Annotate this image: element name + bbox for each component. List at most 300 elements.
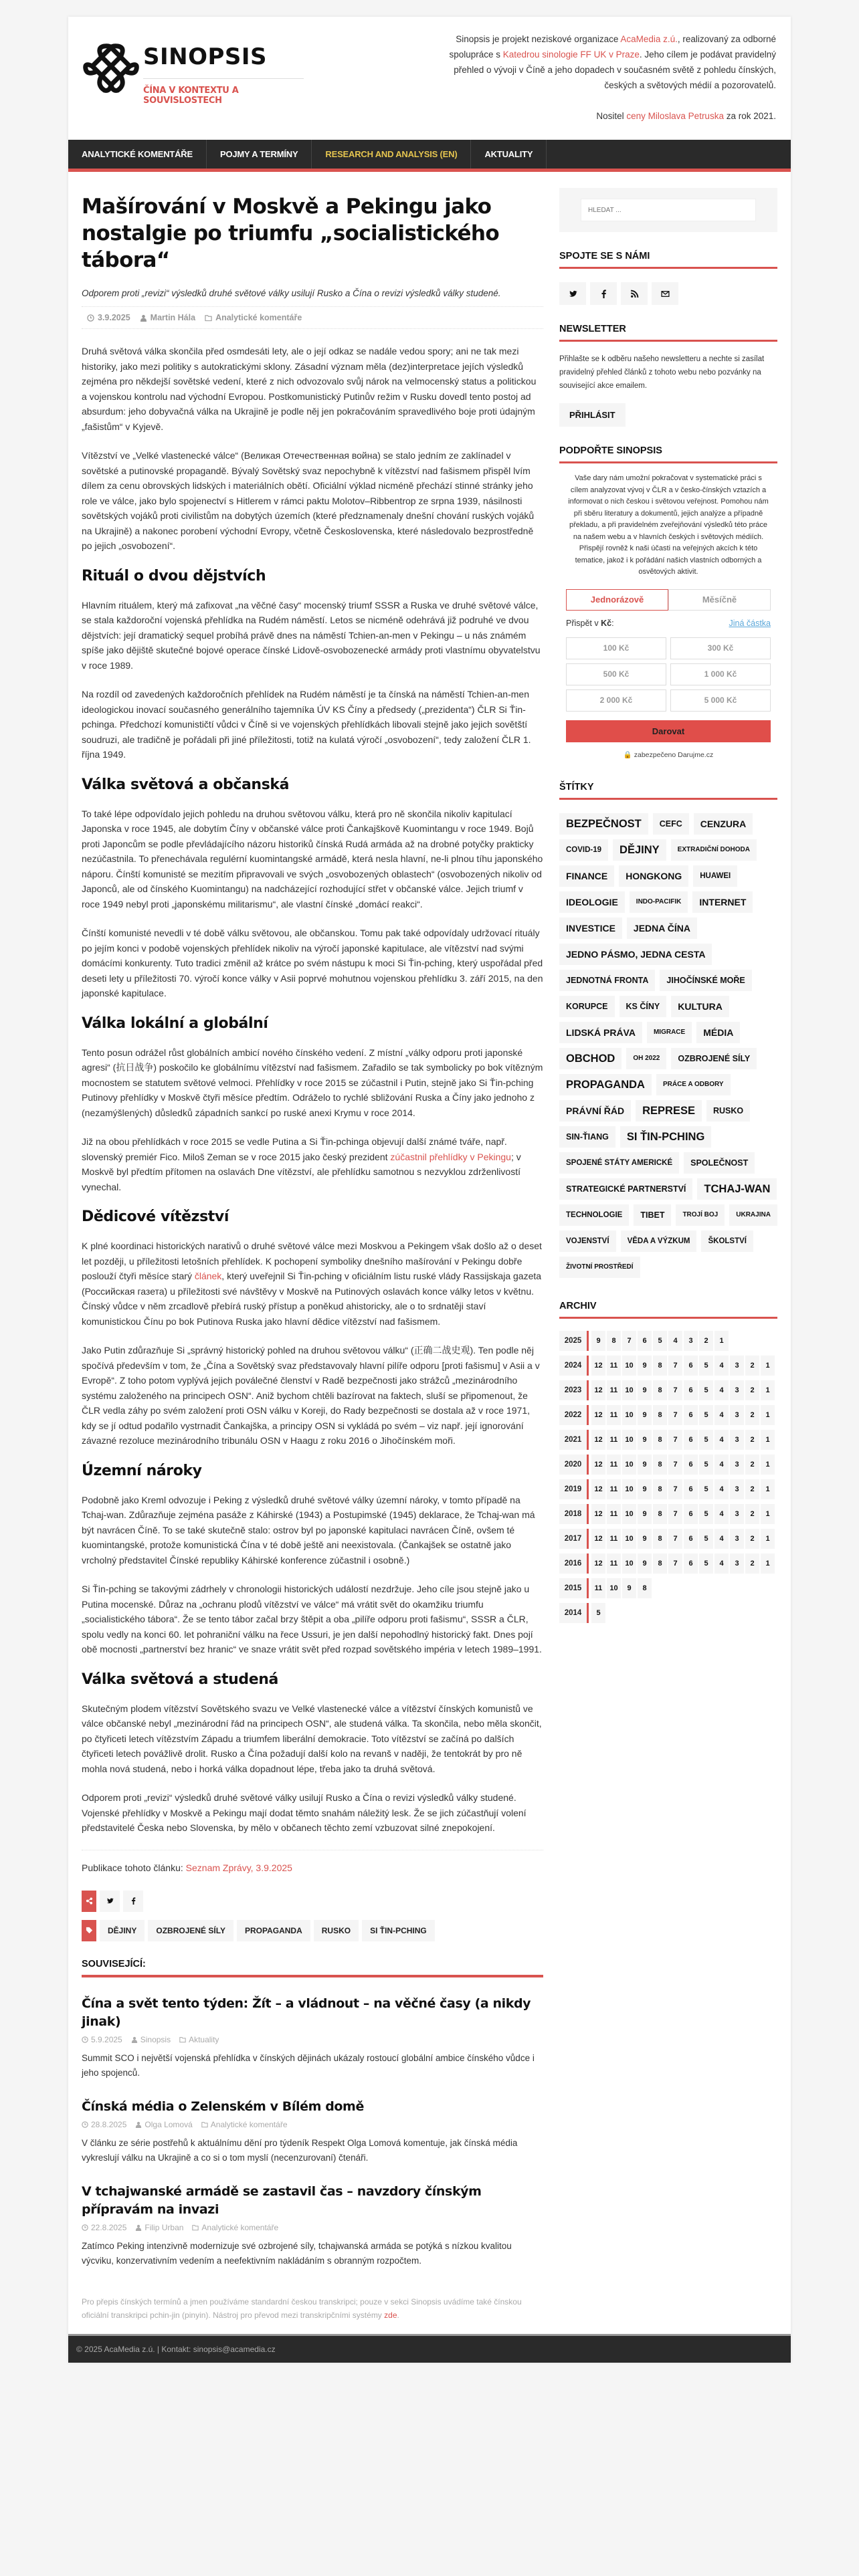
archive-month[interactable]: 11 bbox=[607, 1405, 621, 1425]
category-link[interactable]: Aktuality bbox=[189, 2034, 219, 2044]
related-title[interactable]: V tchajwanské armádě se zastavil čas – navzdory čínským přípravám na invazi bbox=[82, 2183, 482, 2217]
archive-month[interactable]: 3 bbox=[730, 1405, 744, 1425]
archive-month[interactable]: 10 bbox=[622, 1380, 636, 1400]
archive-month[interactable]: 5 bbox=[699, 1405, 713, 1425]
twitter-icon bbox=[106, 1897, 114, 1905]
archive-row bbox=[559, 1356, 777, 1376]
section-heading: Územní nároky bbox=[82, 1462, 202, 1479]
footer-text: © 2025 AcaMedia z.ú. | Kontakt: sinopsis@acamedia.cz bbox=[76, 2344, 276, 2354]
frequency-one-time[interactable]: Jednorázově bbox=[566, 589, 668, 611]
endless-knot-logo-icon[interactable] bbox=[82, 42, 140, 96]
archive-month[interactable]: 9 bbox=[638, 1405, 652, 1425]
archive-month[interactable]: 3 bbox=[730, 1356, 744, 1376]
related-author[interactable] bbox=[135, 2120, 192, 2129]
archive-month[interactable]: 4 bbox=[714, 1504, 729, 1524]
text-run: , který uveřejnil Si Ťin-pching v oficiálním listu ruské vlády Rassijskaja gazeta (Российская газета) u příležitosti své návštěvy v Moskvě na Putinových oslavách konce války letos v květnu. Čínský vůdce v něm zrcadlově přebírá ruský přístup a poněkud ahistoricky, ale o to srdnatěji staví komunistickou Čínu po bok Putinova Ruska jako hlavní dědice vítězství nad fašismem. bbox=[82, 1271, 542, 1327]
archive-month[interactable]: 8 bbox=[653, 1356, 667, 1376]
tag-cloud-item[interactable]: OH 2022 bbox=[626, 1048, 666, 1069]
intro-text bbox=[428, 31, 776, 93]
archive-month[interactable]: 6 bbox=[684, 1356, 698, 1376]
amount-option[interactable]: 500 Kč bbox=[566, 663, 666, 685]
tag-cloud-item[interactable]: RUSKO bbox=[706, 1100, 750, 1121]
related-author[interactable] bbox=[131, 2035, 171, 2044]
archive-month[interactable]: 1 bbox=[761, 1430, 775, 1450]
tag-cloud-item[interactable]: INVESTICE bbox=[559, 918, 622, 939]
archive-month[interactable]: 10 bbox=[622, 1430, 636, 1450]
archive-month[interactable]: 7 bbox=[668, 1356, 682, 1376]
archive-year[interactable]: 2016 bbox=[559, 1553, 589, 1574]
archive-month[interactable]: 4 bbox=[714, 1479, 729, 1499]
header-intro bbox=[428, 31, 776, 124]
archive-month[interactable]: 4 bbox=[714, 1553, 729, 1574]
archive-year[interactable]: 2014 bbox=[559, 1603, 589, 1623]
clock-icon bbox=[87, 314, 94, 322]
tag-cloud-item[interactable]: ŽIVOTNÍ PROSTŘEDÍ bbox=[559, 1257, 640, 1278]
post-tag[interactable]: SI ŤIN-PCHING bbox=[362, 1920, 435, 1941]
related-excerpt: Zatímco Peking intenzivně modernizuje své ozbrojené síly, tchajwanská armáda se potýká s nízkou kvalitou výcviku, konzervativním vedením a neefektivním nakládáním s obranným rozpočtem. bbox=[82, 2240, 512, 2266]
note-text: Pro přepis čínských termínů a jmen používáme standardní českou transkripci; pouze v sekci Sinopsis uvádíme také čínskou oficiální transkripci pchin-jin (pinyin). Nástroj pro převod mezi transkripčními systémy bbox=[82, 2296, 522, 2320]
tag-cloud-item[interactable]: SPOJENÉ STÁTY AMERICKÉ bbox=[559, 1152, 679, 1174]
folder-icon bbox=[179, 2036, 186, 2043]
archive-month[interactable]: 2 bbox=[745, 1479, 759, 1499]
archive-month[interactable]: 5 bbox=[699, 1356, 713, 1376]
archive-month[interactable]: 7 bbox=[668, 1529, 682, 1549]
archive-month[interactable]: 12 bbox=[591, 1405, 605, 1425]
brand bbox=[143, 43, 304, 106]
frequency-toggle bbox=[566, 589, 771, 611]
archive-year[interactable]: 2018 bbox=[559, 1504, 589, 1524]
archive-month[interactable]: 1 bbox=[761, 1553, 775, 1574]
archive-month[interactable]: 7 bbox=[668, 1380, 682, 1400]
archive-month[interactable]: 6 bbox=[684, 1479, 698, 1499]
tag-cloud-item[interactable]: KORUPCE bbox=[559, 996, 615, 1017]
tag-cloud-item[interactable]: PRÁVNÍ ŘÁD bbox=[559, 1100, 631, 1121]
archive-month[interactable]: 7 bbox=[668, 1553, 682, 1574]
archive-month[interactable]: 4 bbox=[668, 1331, 682, 1351]
subscribe-button[interactable]: PŘIHLÁSIT bbox=[559, 403, 626, 427]
twitter-link[interactable] bbox=[559, 282, 586, 305]
tag-cloud-item[interactable]: TROJÍ BOJ bbox=[676, 1204, 725, 1226]
archive-month[interactable]: 9 bbox=[638, 1380, 652, 1400]
archive-month[interactable]: 3 bbox=[730, 1430, 744, 1450]
archive-month[interactable]: 8 bbox=[653, 1405, 667, 1425]
rss-icon bbox=[630, 290, 639, 298]
archive-month[interactable]: 9 bbox=[638, 1455, 652, 1475]
clock-icon bbox=[82, 2036, 88, 2043]
section-heading: Válka světová a občanská bbox=[82, 776, 290, 793]
archive-month[interactable]: 10 bbox=[622, 1455, 636, 1475]
paragraph: To také lépe odpovídalo jejich pohledu na druhou světovou válku, která pro ně skončila nikoliv kapitulací Japonska v roce 1945, ale dobytím Číny v občanské válce proti Čankajškově Kuomintangu v roce 1949. Bojů proti Japoncům se podle převládajícího názoru historiků čínská Rudá armáda až na drobné potyčky prakticky nezúčastnila. To přenechávala regulérní kuomintangské armádě, která nesla hlavní, ne-li plnou tíhu japonského náporu. Čínští komunisté se mezitím připravovali ve svých „osvobozených oblastech“ (osvobozených nikoliv od Japonců, ale od čínského Kuomintangu) na nadcházející rozhodující střet v občanské válce. Jejich triumf v roce 1949 nebyl proti „japonskému militarismu“, ale vlastní čínské „domácí reakci“. bbox=[82, 808, 543, 909]
archive-year[interactable]: 2024 bbox=[559, 1356, 589, 1376]
archive-month[interactable]: 1 bbox=[761, 1380, 775, 1400]
archive-title: ARCHIV bbox=[559, 1301, 777, 1319]
archive-month[interactable]: 5 bbox=[591, 1603, 605, 1623]
date-text: 5.9.2025 bbox=[91, 2034, 122, 2044]
archive-month[interactable]: 2 bbox=[745, 1504, 759, 1524]
author-link[interactable]: Filip Urban bbox=[145, 2222, 184, 2232]
contribute-text: Přispět v bbox=[566, 618, 601, 628]
search-input[interactable] bbox=[581, 199, 756, 221]
archive-month[interactable]: 9 bbox=[622, 1578, 636, 1598]
amount-option[interactable]: 1 000 Kč bbox=[670, 663, 771, 685]
award-part: Nositel bbox=[596, 111, 627, 121]
tag-cloud-item[interactable]: HONGKONG bbox=[619, 865, 688, 887]
article-lead: Odporem proti „revizi“ výsledků druhé světové války usilují Rusko a Čína o revizi výsledků války studené. bbox=[82, 288, 501, 298]
archive-month[interactable]: 5 bbox=[653, 1331, 667, 1351]
archive-month[interactable]: 8 bbox=[653, 1529, 667, 1549]
archive-month[interactable]: 1 bbox=[761, 1529, 775, 1549]
archive-month[interactable]: 3 bbox=[684, 1331, 698, 1351]
tag-cloud-item[interactable]: SIN-ŤIANG bbox=[559, 1126, 615, 1148]
tag-cloud-item[interactable]: UKRAJINA bbox=[729, 1204, 777, 1226]
archive-year[interactable]: 2023 bbox=[559, 1380, 589, 1400]
tag-cloud-item[interactable]: JEDNO PÁSMO, JEDNA CESTA bbox=[559, 944, 712, 965]
tag-cloud-item[interactable]: MÉDIA bbox=[696, 1022, 740, 1043]
archive-row bbox=[559, 1430, 777, 1450]
archive-month[interactable]: 1 bbox=[761, 1479, 775, 1499]
archive-month[interactable]: 3 bbox=[730, 1380, 744, 1400]
author-link[interactable]: Sinopsis bbox=[140, 2034, 171, 2044]
archive-month[interactable]: 6 bbox=[684, 1380, 698, 1400]
archive-row bbox=[559, 1504, 777, 1524]
date-text: 22.8.2025 bbox=[91, 2222, 127, 2232]
tag-cloud-item[interactable]: REPRESE bbox=[636, 1100, 702, 1121]
tag-cloud-item[interactable]: OBCHOD bbox=[559, 1048, 622, 1069]
archive-month[interactable]: 4 bbox=[714, 1356, 729, 1376]
archive-month[interactable]: 7 bbox=[668, 1455, 682, 1475]
archive-year[interactable]: 2021 bbox=[559, 1430, 589, 1450]
related-meta bbox=[82, 2035, 543, 2044]
page-container bbox=[68, 17, 791, 2363]
archive-month[interactable]: 5 bbox=[699, 1430, 713, 1450]
archive-month[interactable]: 2 bbox=[745, 1553, 759, 1574]
related-title[interactable]: Čína a svět tento týden: Žít – a vládnout – na věčné časy (a nikdy jinak) bbox=[82, 1996, 531, 2029]
archive-month[interactable]: 8 bbox=[653, 1430, 667, 1450]
archive-month[interactable]: 8 bbox=[607, 1331, 621, 1351]
article-title: Mašírování v Moskvě a Pekingu jako nostalgie po triumfu „socialistického tábora“ bbox=[82, 195, 500, 272]
tag-cloud-item[interactable]: VĚDA A VÝZKUM bbox=[621, 1230, 697, 1252]
archive-month[interactable]: 8 bbox=[653, 1504, 667, 1524]
publication-label: Publikace tohoto článku: bbox=[82, 1862, 186, 1873]
publication-info bbox=[82, 1850, 543, 1873]
archive-month[interactable]: 11 bbox=[607, 1504, 621, 1524]
paragraph: Tento posun odrážel růst globálních ambicí nového čínského vedení. Z místní „války odporu proti japonské agresi“ (抗日战争) poskočilo ke globálnímu vítězství nad fašismem. Zařadilo se tak symbolicky po bok vítězným mocnostem se statutem světové velmoci. Přehlídky v roce 2015 se zúčastnil i Putin, stejně jako Si Ťin-pching Putinovy přehlídky v Moskvě čtyři měsíce předtím. Odráželo to rychlé sbližování Ruska a Číny jako jednoho z (nezamýšlených) důsledků západních sankcí po ruské anexi Krymu v roce 2014. bbox=[82, 1047, 543, 1118]
share-icon bbox=[82, 1891, 96, 1912]
archive-month[interactable]: 6 bbox=[684, 1529, 698, 1549]
tag-cloud-item[interactable]: STRATEGICKÉ PARTNERSTVÍ bbox=[559, 1178, 692, 1200]
archive-month[interactable]: 1 bbox=[761, 1405, 775, 1425]
tag-cloud-item[interactable]: BEZPEČNOST bbox=[559, 813, 648, 835]
archive-month[interactable]: 4 bbox=[714, 1430, 729, 1450]
archive-row bbox=[559, 1331, 777, 1351]
lock-icon: 🔒 bbox=[623, 750, 632, 759]
related-author[interactable] bbox=[135, 2223, 183, 2232]
archive-month[interactable]: 3 bbox=[730, 1504, 744, 1524]
archive-month[interactable]: 4 bbox=[714, 1405, 729, 1425]
acamedia-link[interactable]: AcaMedia z.ú. bbox=[620, 34, 678, 44]
related-list bbox=[82, 1995, 543, 2268]
related-title[interactable]: Čínská média o Zelenském v Bílém domě bbox=[82, 2099, 364, 2114]
archive-month[interactable]: 5 bbox=[699, 1553, 713, 1574]
tag-cloud-item[interactable]: TIBET bbox=[634, 1204, 671, 1226]
archive-month[interactable]: 9 bbox=[638, 1479, 652, 1499]
share-facebook-button[interactable] bbox=[123, 1891, 143, 1912]
tag-cloud-item[interactable]: KS ČÍNY bbox=[619, 996, 667, 1017]
archive-month[interactable]: 3 bbox=[730, 1529, 744, 1549]
amount-option[interactable]: 100 Kč bbox=[566, 637, 666, 659]
post-tag[interactable]: DĚJINY bbox=[100, 1920, 145, 1941]
transcription-note bbox=[82, 2295, 543, 2334]
award-text bbox=[428, 108, 776, 124]
archive-month[interactable]: 9 bbox=[638, 1356, 652, 1376]
katedra-link[interactable]: Katedrou sinologie FF UK v Praze bbox=[502, 49, 640, 60]
category-link[interactable]: Analytické komentáře bbox=[210, 2119, 288, 2129]
tag-cloud bbox=[559, 813, 777, 1278]
archive-month[interactable]: 2 bbox=[745, 1356, 759, 1376]
inline-link[interactable]: článek bbox=[194, 1271, 222, 1281]
tag-cloud-item[interactable]: COVID-19 bbox=[559, 839, 608, 861]
folder-icon bbox=[201, 2121, 208, 2128]
paragraph: Skutečným plodem vítězství Sovětského svazu ve Velké vlastenecké válce a vítězství čínských komunistů ve válce občanské nebyl „mezinárodní řád na principech OSN“, ale studená válka. Ta skončila, nebo měla skončit, po čtyřiceti letech vítězstvím Západu a triumfem liberální demokracie. Toto vítězství se začíná po dalších čtyřiceti letech povážlivě drolit. Rusko a Čína požadují další kolo na revanš v naději, že tentokrát by pro ně mohla nová studená, nebo i horká válka dopadnout lépe, třeba jako ta druhá světová. bbox=[82, 1703, 542, 1774]
archive-month[interactable]: 6 bbox=[684, 1455, 698, 1475]
archive-month[interactable]: 5 bbox=[699, 1380, 713, 1400]
facebook-icon bbox=[599, 290, 608, 298]
tag-cloud-item[interactable]: TECHNOLOGIE bbox=[559, 1204, 629, 1226]
archive-month[interactable]: 1 bbox=[714, 1331, 729, 1351]
related-meta bbox=[82, 2120, 543, 2129]
archive-year[interactable]: 2022 bbox=[559, 1405, 589, 1425]
archive-month[interactable]: 12 bbox=[591, 1356, 605, 1376]
tag-cloud-item[interactable]: CENZURA bbox=[694, 813, 753, 835]
archive-year[interactable]: 2025 bbox=[559, 1331, 589, 1351]
archive-month[interactable]: 11 bbox=[607, 1430, 621, 1450]
archive-month[interactable]: 3 bbox=[730, 1479, 744, 1499]
post-tag[interactable]: PROPAGANDA bbox=[237, 1920, 310, 1941]
donate-button[interactable]: Darovat bbox=[566, 720, 771, 742]
paragraph: Hlavním rituálem, který má zafixovat „na věčné časy“ mocenský triumf SSSR a Ruska ve druhé světové válce, se stala každoroční vojenská přehlídka na Rudém náměstí. Letos se nicméně odehrává již podruhé ve dvou dějstvích: její dramatický sequel probíhá právě dnes na náměstí Tchien-an-men v Pekingu – u nás známém spíše jako dějiště skutečné bojové operace čínské Lidově-osvobozenecké armády proti vlastnímu obyvatelstvu v roce 1989. bbox=[82, 599, 541, 671]
archive-month[interactable]: 11 bbox=[607, 1356, 621, 1376]
archive-month[interactable]: 12 bbox=[591, 1504, 605, 1524]
article-body bbox=[82, 344, 543, 1836]
inline-link[interactable]: zúčastnil přehlídky v Pekingu bbox=[390, 1151, 511, 1162]
archive-month[interactable]: 7 bbox=[668, 1405, 682, 1425]
nav-research-and-analysis[interactable]: RESEARCH AND ANALYSIS (EN) bbox=[312, 140, 471, 169]
tag-cloud-item[interactable]: SI ŤIN-PCHING bbox=[620, 1126, 711, 1148]
archive-month[interactable]: 12 bbox=[591, 1380, 605, 1400]
archive-month[interactable]: 8 bbox=[653, 1380, 667, 1400]
archive-month[interactable]: 9 bbox=[591, 1331, 605, 1351]
other-amount-link[interactable]: Jiná částka bbox=[729, 618, 771, 628]
related-excerpt: Summit SCO i největší vojenská přehlídka v čínských dějinách ukázaly rostoucí globální ambice čínského vůdce i jeho spojenců. bbox=[82, 2052, 535, 2078]
tag-cloud-item[interactable]: DĚJINY bbox=[613, 839, 666, 861]
archive-month[interactable]: 2 bbox=[745, 1529, 759, 1549]
nav-aktuality[interactable]: AKTUALITY bbox=[471, 140, 547, 169]
archive-month[interactable]: 10 bbox=[622, 1405, 636, 1425]
publication-link[interactable]: Seznam Zprávy, 3.9.2025 bbox=[185, 1862, 292, 1873]
archive-month[interactable]: 6 bbox=[684, 1553, 698, 1574]
archive-month[interactable]: 8 bbox=[653, 1553, 667, 1574]
archive-month[interactable]: 7 bbox=[668, 1430, 682, 1450]
archive-month[interactable]: 7 bbox=[668, 1504, 682, 1524]
author-link[interactable]: Olga Lomová bbox=[145, 2119, 193, 2129]
section-heading: Válka lokální a globální bbox=[82, 1014, 268, 1032]
tag-cloud-item[interactable]: FINANCE bbox=[559, 865, 614, 887]
meta-author[interactable] bbox=[140, 313, 195, 322]
tag-cloud-item[interactable]: INDO-PACIFIK bbox=[630, 891, 688, 913]
archive-month[interactable]: 11 bbox=[591, 1578, 605, 1598]
archive-month[interactable]: 3 bbox=[730, 1553, 744, 1574]
tag-cloud-item[interactable]: JEDNOTNÁ FRONTA bbox=[559, 970, 655, 991]
tag-cloud-item[interactable]: TCHAJ-WAN bbox=[697, 1178, 777, 1200]
tag-cloud-item[interactable]: IDEOLOGIE bbox=[559, 891, 625, 913]
archive-month[interactable]: 11 bbox=[607, 1553, 621, 1574]
intro-part: Sinopsis je projekt neziskové organizace bbox=[456, 34, 621, 44]
paragraph: Jako Putin zdůrazňuje Si „správný historický pohled na druhou světovou válku“ (正确二战史观). Ten podle něj spočívá především v tom, že „Čína a Sovětský svaz představovaly hlavní pilíře odporu [proti fašismu] v Asii a v Evropě“. Z toho potom vyplývá jejich poválečné členství v Radě bezpečnosti jako strážců „mezinárodního systému založeného na principech OSN“. Aniž bychom chtěli bazírovat na faktech, sluší se připomenout, že ČLR vedla záhy po svém založení proti OSN válku v Koreji, do Rady bezpečnosti se dostala až v roce 1971, kdy se jí odtud podařilo vystrnadit Čankajška, a principy OSN si vykládá po svém – viz např. její ignorování závazné rezoluce mezinárodního tribunálu OSN v Haagu z roku 2016 o Jihočínském moři. bbox=[82, 1345, 540, 1446]
archive-month[interactable]: 1 bbox=[761, 1455, 775, 1475]
archive-year[interactable]: 2020 bbox=[559, 1455, 589, 1475]
archive-month[interactable]: 9 bbox=[638, 1430, 652, 1450]
tag-cloud-item[interactable]: LIDSKÁ PRÁVA bbox=[559, 1022, 642, 1043]
nav-pojmy-a-terminy[interactable]: POJMY A TERMÍNY bbox=[207, 140, 312, 169]
paragraph: Čínští komunisté nevedli v té době válku světovou, ale občanskou. Tomu pak také odpovídaly udržovací rituály po jejím konci v podobě vojenských přehlídek nikoliv na výročí japonské kapitulace, ale vítězství nad svými domácími konkurenty. Tuto tradici změnil až krátce po svém nástupu k moci Si Ťin-pching, který uspořádal před deseti lety u příležitosti 70. výročí konce války v Asii poprvé mohutnou vojenskou přehlídku 3. září 2015, na den japonské kapitulace. bbox=[82, 928, 543, 998]
amount-option[interactable]: 300 Kč bbox=[670, 637, 771, 659]
archive-month[interactable]: 1 bbox=[761, 1356, 775, 1376]
tag-cloud-item[interactable]: CEFC bbox=[653, 813, 689, 835]
tag-cloud-item[interactable]: MIGRACE bbox=[647, 1022, 692, 1043]
tag-cloud-item[interactable]: VOJENSTVÍ bbox=[559, 1230, 616, 1252]
article-meta bbox=[82, 306, 543, 329]
archive-month[interactable]: 10 bbox=[607, 1578, 621, 1598]
archive-month[interactable]: 2 bbox=[745, 1380, 759, 1400]
archive-month[interactable]: 10 bbox=[622, 1504, 636, 1524]
archive-month[interactable]: 9 bbox=[638, 1529, 652, 1549]
archive-month[interactable]: 5 bbox=[699, 1479, 713, 1499]
tag-cloud-item[interactable]: ŠKOLSTVÍ bbox=[701, 1230, 753, 1252]
rss-link[interactable] bbox=[621, 282, 648, 305]
tag-cloud-item[interactable]: EXTRADIČNÍ DOHODA bbox=[671, 839, 757, 861]
tag-cloud-item[interactable]: JEDNA ČÍNA bbox=[627, 918, 697, 939]
date-text: 28.8.2025 bbox=[91, 2119, 127, 2129]
archive-month[interactable]: 2 bbox=[745, 1405, 759, 1425]
archive-row bbox=[559, 1455, 777, 1475]
donation-widget bbox=[559, 473, 777, 759]
currency: Kč bbox=[601, 618, 612, 628]
archive-month[interactable]: 10 bbox=[622, 1529, 636, 1549]
tag-cloud-item[interactable]: PROPAGANDA bbox=[559, 1074, 652, 1095]
note-end: . bbox=[397, 2310, 399, 2320]
archive-month[interactable]: 12 bbox=[591, 1455, 605, 1475]
post-tag[interactable]: OZBROJENÉ SÍLY bbox=[148, 1920, 233, 1941]
category-link[interactable]: Analytické komentáře bbox=[215, 313, 302, 322]
meta-category[interactable] bbox=[205, 313, 302, 322]
frequency-monthly[interactable]: Měsíčně bbox=[668, 589, 771, 611]
related-heading: SOUVISEJÍCÍ: bbox=[82, 1959, 543, 1977]
tag-cloud-item[interactable]: PRÁCE A ODBORY bbox=[656, 1074, 731, 1095]
archive-year[interactable]: 2019 bbox=[559, 1479, 589, 1499]
archive-month[interactable]: 9 bbox=[638, 1504, 652, 1524]
tag-cloud-item[interactable]: HUAWEI bbox=[693, 865, 737, 887]
archive-month[interactable]: 12 bbox=[591, 1553, 605, 1574]
archive-month[interactable]: 5 bbox=[699, 1529, 713, 1549]
related-meta bbox=[82, 2223, 543, 2232]
transcription-tool-link[interactable]: zde bbox=[384, 2310, 397, 2320]
archive-month[interactable]: 12 bbox=[591, 1529, 605, 1549]
archive-month[interactable]: 2 bbox=[745, 1430, 759, 1450]
text-run: ; v Moskvě byl předtím přítomen na oslavách Dne vítězství, ale přehlídku samotnou s nezvyklou zdrženlivostí vynechal. bbox=[82, 1151, 521, 1192]
email-link[interactable] bbox=[652, 282, 678, 305]
archive-month[interactable]: 6 bbox=[684, 1405, 698, 1425]
archive-month[interactable]: 11 bbox=[607, 1529, 621, 1549]
archive-month[interactable]: 8 bbox=[653, 1479, 667, 1499]
archive-month[interactable]: 3 bbox=[730, 1455, 744, 1475]
site-name[interactable]: SINOPSIS bbox=[143, 43, 304, 79]
archive-month[interactable]: 5 bbox=[699, 1504, 713, 1524]
tag-cloud-item[interactable]: JIHOČÍNSKÉ MOŘE bbox=[660, 970, 751, 991]
archive-month[interactable]: 8 bbox=[638, 1578, 652, 1598]
archive-month[interactable]: 4 bbox=[714, 1529, 729, 1549]
archive-month[interactable]: 2 bbox=[699, 1331, 713, 1351]
share-twitter-button[interactable] bbox=[100, 1891, 120, 1912]
archive-month[interactable]: 10 bbox=[622, 1356, 636, 1376]
archive-month[interactable]: 6 bbox=[638, 1331, 652, 1351]
archive-month[interactable]: 5 bbox=[699, 1455, 713, 1475]
amount-option[interactable]: 2 000 Kč bbox=[566, 689, 666, 712]
archive-month[interactable]: 9 bbox=[638, 1553, 652, 1574]
related-date bbox=[82, 2120, 126, 2129]
nav-analyticke-komentare[interactable]: ANALYTICKÉ KOMENTÁŘE bbox=[68, 140, 207, 169]
archive-month[interactable]: 10 bbox=[622, 1479, 636, 1499]
archive-year[interactable]: 2015 bbox=[559, 1578, 589, 1598]
user-icon bbox=[140, 314, 147, 322]
post-tag[interactable]: RUSKO bbox=[314, 1920, 359, 1941]
archive-month[interactable]: 7 bbox=[668, 1479, 682, 1499]
author-link[interactable]: Martin Hála bbox=[150, 313, 196, 322]
archive-row bbox=[559, 1479, 777, 1499]
tag-cloud-item[interactable]: INTERNET bbox=[692, 891, 753, 913]
post-tags bbox=[82, 1920, 543, 1941]
amount-option[interactable]: 5 000 Kč bbox=[670, 689, 771, 712]
archive-month[interactable]: 7 bbox=[622, 1331, 636, 1351]
archive-month[interactable]: 12 bbox=[591, 1430, 605, 1450]
archive-month[interactable]: 6 bbox=[684, 1430, 698, 1450]
archive-month[interactable]: 1 bbox=[761, 1504, 775, 1524]
archive-month[interactable]: 11 bbox=[607, 1455, 621, 1475]
archive-month[interactable]: 11 bbox=[607, 1380, 621, 1400]
archive-month[interactable]: 2 bbox=[745, 1455, 759, 1475]
facebook-link[interactable] bbox=[590, 282, 617, 305]
archive-month[interactable]: 4 bbox=[714, 1380, 729, 1400]
archive-month[interactable]: 6 bbox=[684, 1504, 698, 1524]
tag-cloud-item[interactable]: KULTURA bbox=[671, 996, 729, 1017]
archive-month[interactable]: 12 bbox=[591, 1479, 605, 1499]
archive-month[interactable]: 8 bbox=[653, 1455, 667, 1475]
tag-cloud-item[interactable]: SPOLEČNOST bbox=[684, 1152, 755, 1174]
archive-month[interactable]: 10 bbox=[622, 1553, 636, 1574]
category-link[interactable]: Analytické komentáře bbox=[201, 2222, 279, 2232]
related-category[interactable] bbox=[201, 2120, 288, 2129]
archive-row bbox=[559, 1578, 777, 1598]
paragraph: Si Ťin-pching se takovými zádrhely v chronologii historických událostí nezdržuje. Jeho cíle jsou stejně jako u Putina mocenské. Důraz na „ochranu plodů vítězství ve válce“ má vrátit svět do okamžiku triumfu „socialistického tábora“. Že se tento tábor začal brzy štěpit a oba „pilíře odporu proti fašismu“, SSSR a ČLR, spolu vedly na konci 60. let pohraniční válku na řece Ussuri, je jen další nepohodlný historický fakt. Dnes pojí obě mocnosti „partnerství bez hranic“ ve snaze vrátit svět před rozpad sovětského impéria v letech 1989–1991. bbox=[82, 1584, 542, 1654]
award-link[interactable]: ceny Miloslava Petruska bbox=[626, 111, 724, 121]
site-tagline: ČÍNA V KONTEXTU A SOUVISLOSTECH bbox=[143, 86, 239, 106]
tag-cloud-item[interactable]: OZBROJENÉ SÍLY bbox=[671, 1048, 757, 1069]
related-category[interactable] bbox=[192, 2223, 278, 2232]
related-category[interactable] bbox=[179, 2035, 219, 2044]
archive-year[interactable]: 2017 bbox=[559, 1529, 589, 1549]
archive-month[interactable]: 4 bbox=[714, 1455, 729, 1475]
archive-month[interactable]: 11 bbox=[607, 1479, 621, 1499]
main-nav bbox=[68, 140, 791, 172]
